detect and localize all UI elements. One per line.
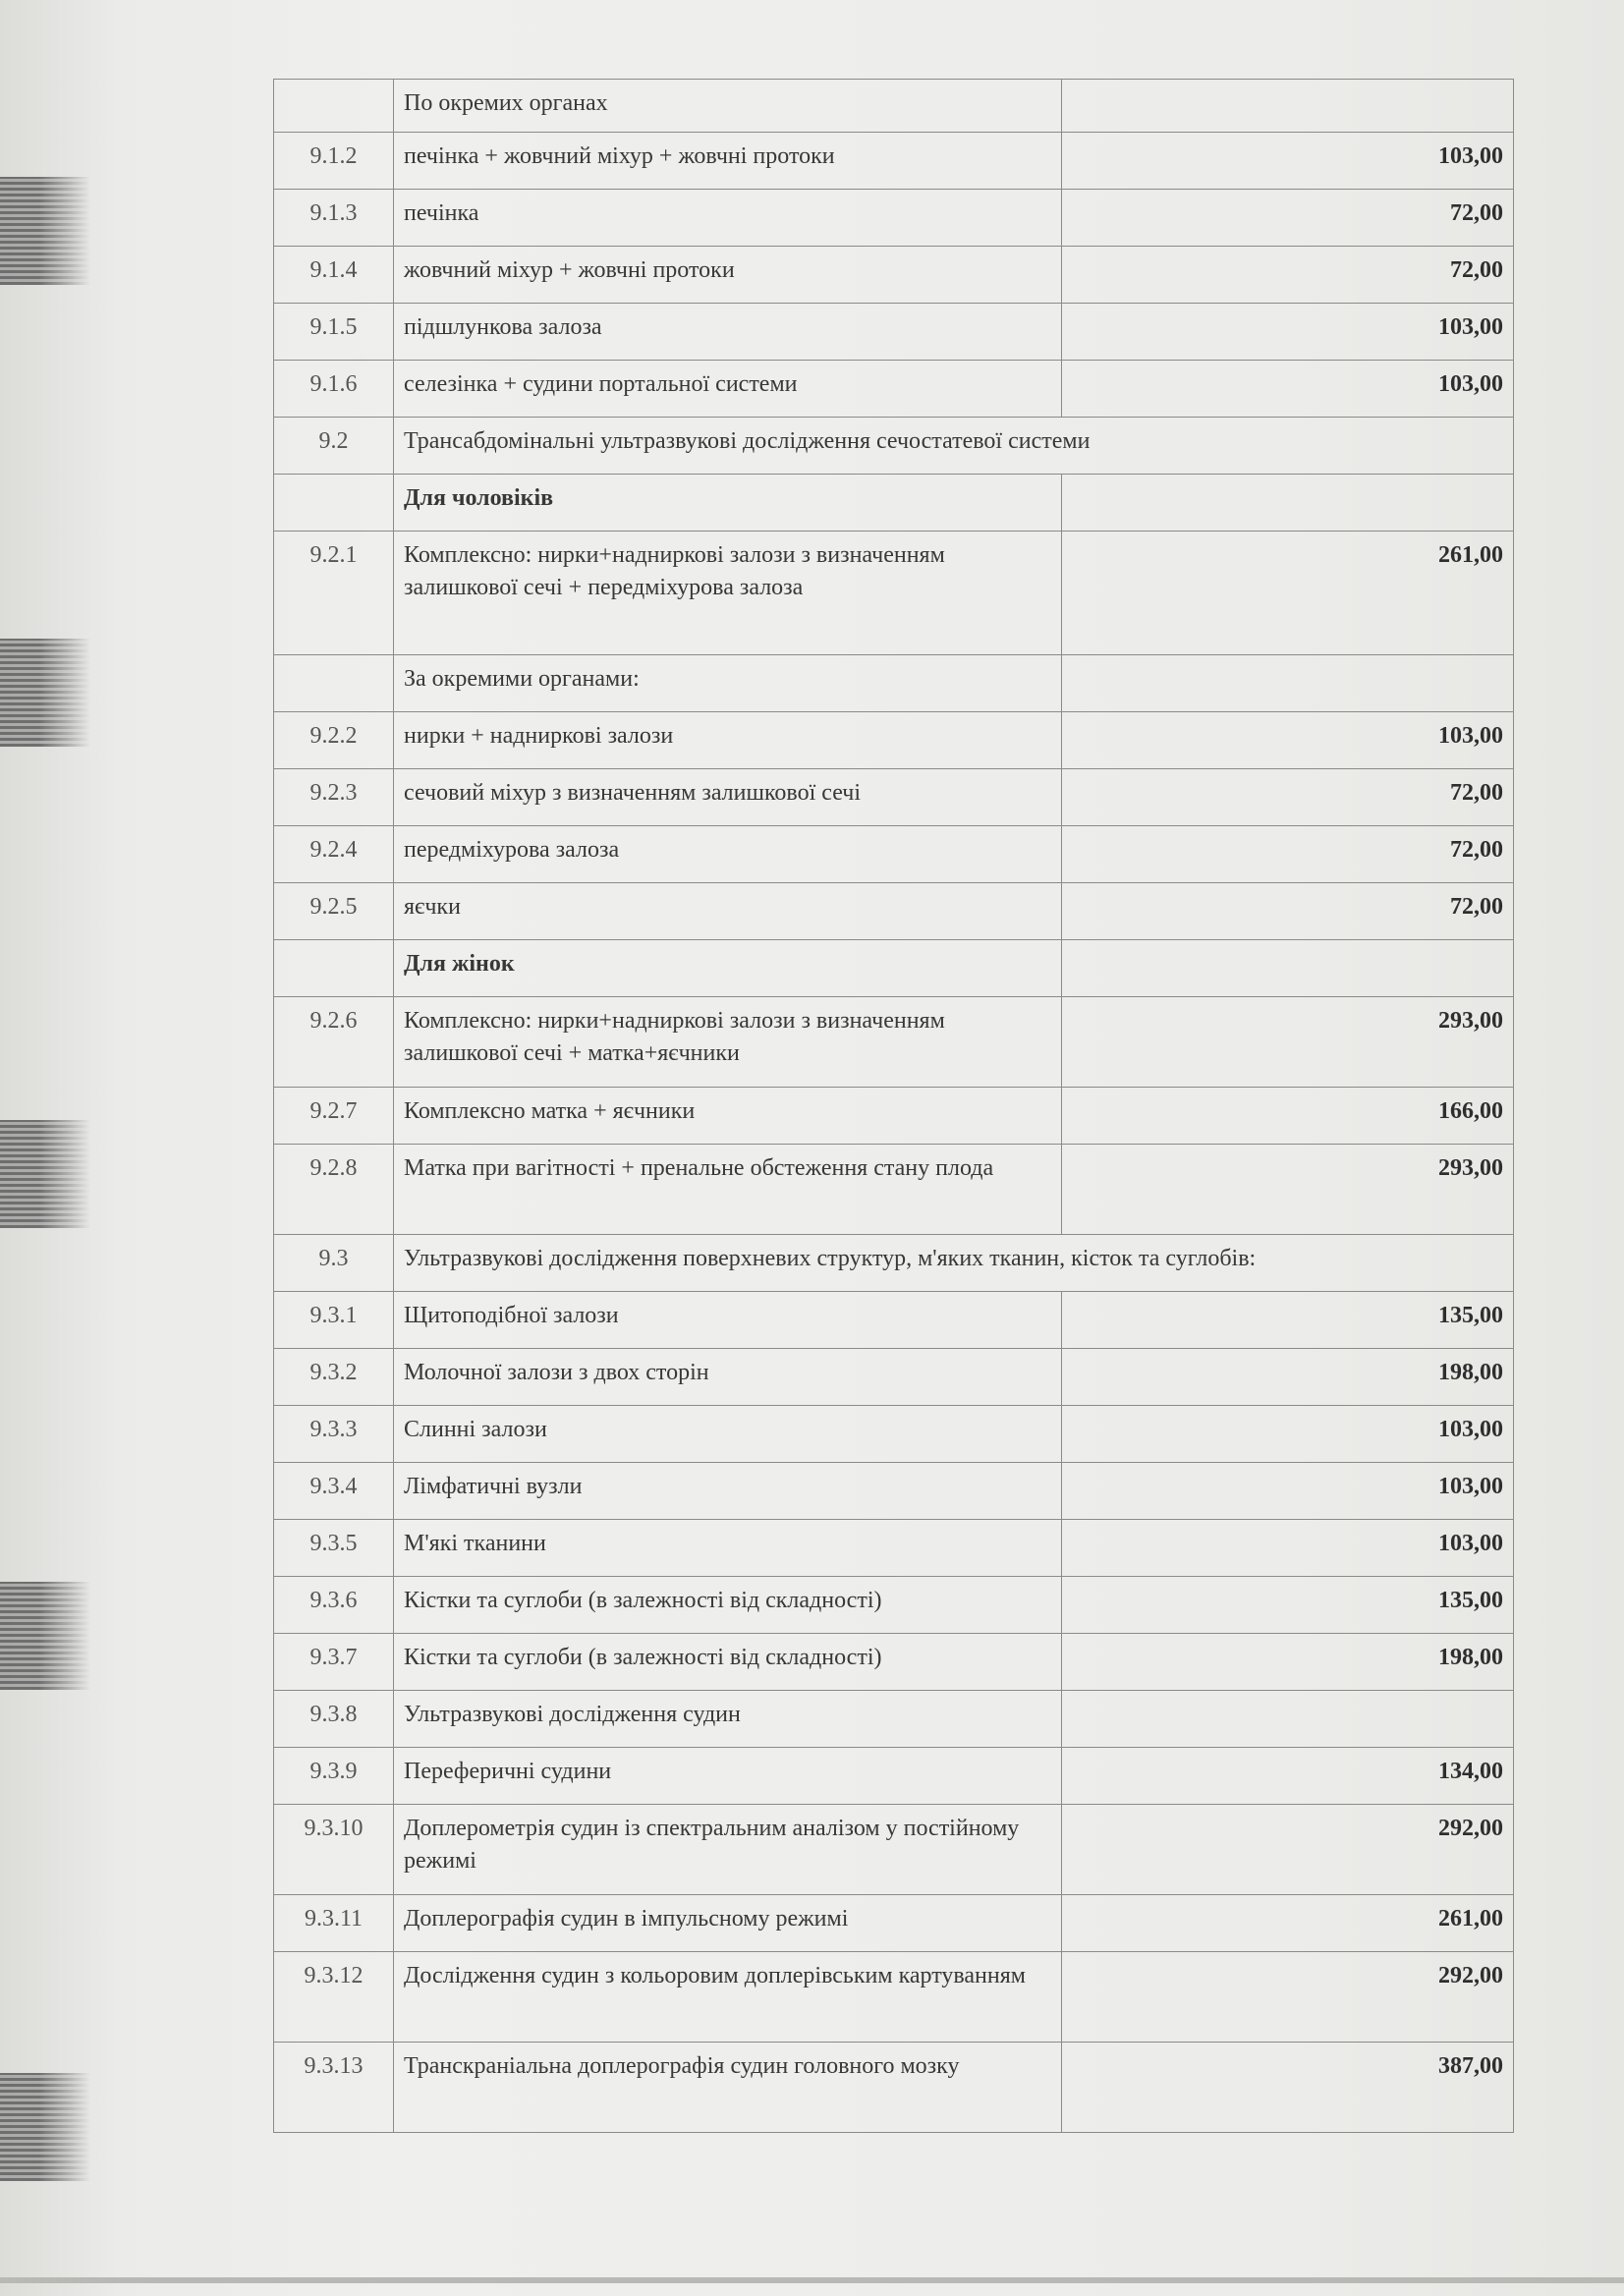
row-code: 9.1.2 bbox=[274, 133, 394, 190]
row-code: 9.2.5 bbox=[274, 883, 394, 940]
table-row bbox=[274, 1292, 1514, 1349]
table-row bbox=[274, 1349, 1514, 1406]
row-service-name: селезінка + судини портальної системи bbox=[394, 361, 1062, 418]
row-code: 9.3.7 bbox=[274, 1634, 394, 1691]
table-row bbox=[274, 361, 1514, 418]
page-bottom-edge bbox=[0, 2277, 1624, 2283]
table-row bbox=[274, 1406, 1514, 1463]
row-price: 293,00 bbox=[1062, 1145, 1514, 1235]
table-row bbox=[274, 997, 1514, 1088]
row-price: 103,00 bbox=[1062, 304, 1514, 361]
row-service-name: нирки + надниркові залози bbox=[394, 712, 1062, 769]
row-price: 72,00 bbox=[1062, 190, 1514, 247]
row-code: 9.3.5 bbox=[274, 1520, 394, 1577]
table-row bbox=[274, 1748, 1514, 1805]
price-table bbox=[273, 79, 1514, 2133]
table-row bbox=[274, 712, 1514, 769]
row-service-name: По окремих органах bbox=[394, 80, 1062, 133]
row-code bbox=[274, 80, 394, 133]
row-service-name: Молочної залози з двох сторін bbox=[394, 1349, 1062, 1406]
table-row bbox=[274, 1634, 1514, 1691]
row-service-name: Кістки та суглоби (в залежності від складності) bbox=[394, 1577, 1062, 1634]
row-service-name: За окремими органами: bbox=[394, 655, 1062, 712]
row-code: 9.1.6 bbox=[274, 361, 394, 418]
row-code: 9.3.10 bbox=[274, 1805, 394, 1895]
row-price: 166,00 bbox=[1062, 1088, 1514, 1145]
row-code: 9.3.13 bbox=[274, 2043, 394, 2133]
table-row bbox=[274, 1145, 1514, 1235]
row-code: 9.2.1 bbox=[274, 532, 394, 655]
row-service-name: Ультразвукові дослідження судин bbox=[394, 1691, 1062, 1748]
table-row bbox=[274, 883, 1514, 940]
row-code: 9.3.3 bbox=[274, 1406, 394, 1463]
row-price bbox=[1062, 655, 1514, 712]
row-service-name: М'які тканини bbox=[394, 1520, 1062, 1577]
row-code bbox=[274, 940, 394, 997]
row-service-name: сечовий міхур з визначенням залишкової сечі bbox=[394, 769, 1062, 826]
row-code: 9.2.8 bbox=[274, 1145, 394, 1235]
row-code: 9.2.3 bbox=[274, 769, 394, 826]
punch-hole-shadow bbox=[0, 1120, 90, 1228]
row-price: 72,00 bbox=[1062, 247, 1514, 304]
table-row bbox=[274, 655, 1514, 712]
row-price bbox=[1062, 940, 1514, 997]
table-row bbox=[274, 769, 1514, 826]
table-row bbox=[274, 1088, 1514, 1145]
punch-hole-shadow bbox=[0, 177, 90, 285]
row-code: 9.3 bbox=[274, 1235, 394, 1292]
row-code: 9.2.2 bbox=[274, 712, 394, 769]
row-service-name: жовчний міхур + жовчні протоки bbox=[394, 247, 1062, 304]
row-service-name: Слинні залози bbox=[394, 1406, 1062, 1463]
table-row bbox=[274, 826, 1514, 883]
row-service-name: печінка bbox=[394, 190, 1062, 247]
row-service-name: Лімфатичні вузли bbox=[394, 1463, 1062, 1520]
row-service-name: Доплерографія судин в імпульсному режимі bbox=[394, 1895, 1062, 1952]
row-price: 261,00 bbox=[1062, 1895, 1514, 1952]
row-service-name: Доплерометрія судин із спектральним аналізом у постійному режимі bbox=[394, 1805, 1062, 1895]
row-price: 72,00 bbox=[1062, 826, 1514, 883]
row-code: 9.2.4 bbox=[274, 826, 394, 883]
row-service-name: передміхурова залоза bbox=[394, 826, 1062, 883]
row-service-name: Трансабдомінальні ультразвукові дослідження сечостатевої системи bbox=[394, 418, 1514, 475]
table-row bbox=[274, 1577, 1514, 1634]
row-price bbox=[1062, 475, 1514, 532]
row-code: 9.3.1 bbox=[274, 1292, 394, 1349]
row-code: 9.2.7 bbox=[274, 1088, 394, 1145]
row-price: 292,00 bbox=[1062, 1805, 1514, 1895]
row-service-name: Комплексно: нирки+надниркові залози з визначенням залишкової сечі + матка+яєчники bbox=[394, 997, 1062, 1088]
table-row bbox=[274, 2043, 1514, 2133]
row-code: 9.3.8 bbox=[274, 1691, 394, 1748]
row-code: 9.3.9 bbox=[274, 1748, 394, 1805]
row-price: 293,00 bbox=[1062, 997, 1514, 1088]
row-code: 9.1.5 bbox=[274, 304, 394, 361]
row-code: 9.3.12 bbox=[274, 1952, 394, 2043]
row-code: 9.2 bbox=[274, 418, 394, 475]
row-code bbox=[274, 655, 394, 712]
row-service-name: Дослідження судин з кольоровим доплерівським картуванням bbox=[394, 1952, 1062, 2043]
row-service-name: підшлункова залоза bbox=[394, 304, 1062, 361]
price-table-body bbox=[274, 80, 1514, 2133]
punch-hole-shadow bbox=[0, 2073, 90, 2181]
row-price: 135,00 bbox=[1062, 1292, 1514, 1349]
row-service-name: Ультразвукові дослідження поверхневих структур, м'яких тканин, кісток та суглобів: bbox=[394, 1235, 1514, 1292]
table-row bbox=[274, 940, 1514, 997]
row-price: 134,00 bbox=[1062, 1748, 1514, 1805]
row-price bbox=[1062, 1691, 1514, 1748]
table-row bbox=[274, 1952, 1514, 2043]
row-service-name: Транскраніальна доплерографія судин головного мозку bbox=[394, 2043, 1062, 2133]
row-code: 9.3.6 bbox=[274, 1577, 394, 1634]
row-code: 9.3.2 bbox=[274, 1349, 394, 1406]
row-service-name: Комплексно: нирки+надниркові залози з визначенням залишкової сечі + передміхурова залоза bbox=[394, 532, 1062, 655]
row-service-name: Для чоловіків bbox=[394, 475, 1062, 532]
row-price: 292,00 bbox=[1062, 1952, 1514, 2043]
row-price: 261,00 bbox=[1062, 532, 1514, 655]
row-price: 198,00 bbox=[1062, 1349, 1514, 1406]
row-service-name: Переферичні судини bbox=[394, 1748, 1062, 1805]
row-price bbox=[1062, 80, 1514, 133]
row-code: 9.3.4 bbox=[274, 1463, 394, 1520]
table-row bbox=[274, 247, 1514, 304]
table-row bbox=[274, 418, 1514, 475]
row-price: 72,00 bbox=[1062, 769, 1514, 826]
row-price: 387,00 bbox=[1062, 2043, 1514, 2133]
row-service-name: Комплексно матка + яєчники bbox=[394, 1088, 1062, 1145]
table-row bbox=[274, 1805, 1514, 1895]
row-price: 103,00 bbox=[1062, 1463, 1514, 1520]
row-price: 103,00 bbox=[1062, 1406, 1514, 1463]
table-row bbox=[274, 1520, 1514, 1577]
table-row bbox=[274, 532, 1514, 655]
row-price: 103,00 bbox=[1062, 712, 1514, 769]
row-price: 103,00 bbox=[1062, 133, 1514, 190]
punch-hole-shadow bbox=[0, 1582, 90, 1690]
table-row bbox=[274, 475, 1514, 532]
row-service-name: Кістки та суглоби (в залежності від складності) bbox=[394, 1634, 1062, 1691]
row-code: 9.2.6 bbox=[274, 997, 394, 1088]
row-code: 9.1.3 bbox=[274, 190, 394, 247]
row-price: 198,00 bbox=[1062, 1634, 1514, 1691]
table-row bbox=[274, 1463, 1514, 1520]
row-service-name: Для жінок bbox=[394, 940, 1062, 997]
row-code bbox=[274, 475, 394, 532]
table-row bbox=[274, 190, 1514, 247]
table-row bbox=[274, 1895, 1514, 1952]
table-row bbox=[274, 80, 1514, 133]
table-row bbox=[274, 1691, 1514, 1748]
table-row bbox=[274, 1235, 1514, 1292]
punch-hole-shadow bbox=[0, 639, 90, 747]
row-code: 9.3.11 bbox=[274, 1895, 394, 1952]
row-price: 135,00 bbox=[1062, 1577, 1514, 1634]
row-price: 72,00 bbox=[1062, 883, 1514, 940]
row-code: 9.1.4 bbox=[274, 247, 394, 304]
row-service-name: яєчки bbox=[394, 883, 1062, 940]
row-price: 103,00 bbox=[1062, 1520, 1514, 1577]
row-price: 103,00 bbox=[1062, 361, 1514, 418]
row-service-name: печінка + жовчний міхур + жовчні протоки bbox=[394, 133, 1062, 190]
table-row bbox=[274, 133, 1514, 190]
row-service-name: Матка при вагітності + пренальне обстеження стану плода bbox=[394, 1145, 1062, 1235]
table-row bbox=[274, 304, 1514, 361]
row-service-name: Щитоподібної залози bbox=[394, 1292, 1062, 1349]
